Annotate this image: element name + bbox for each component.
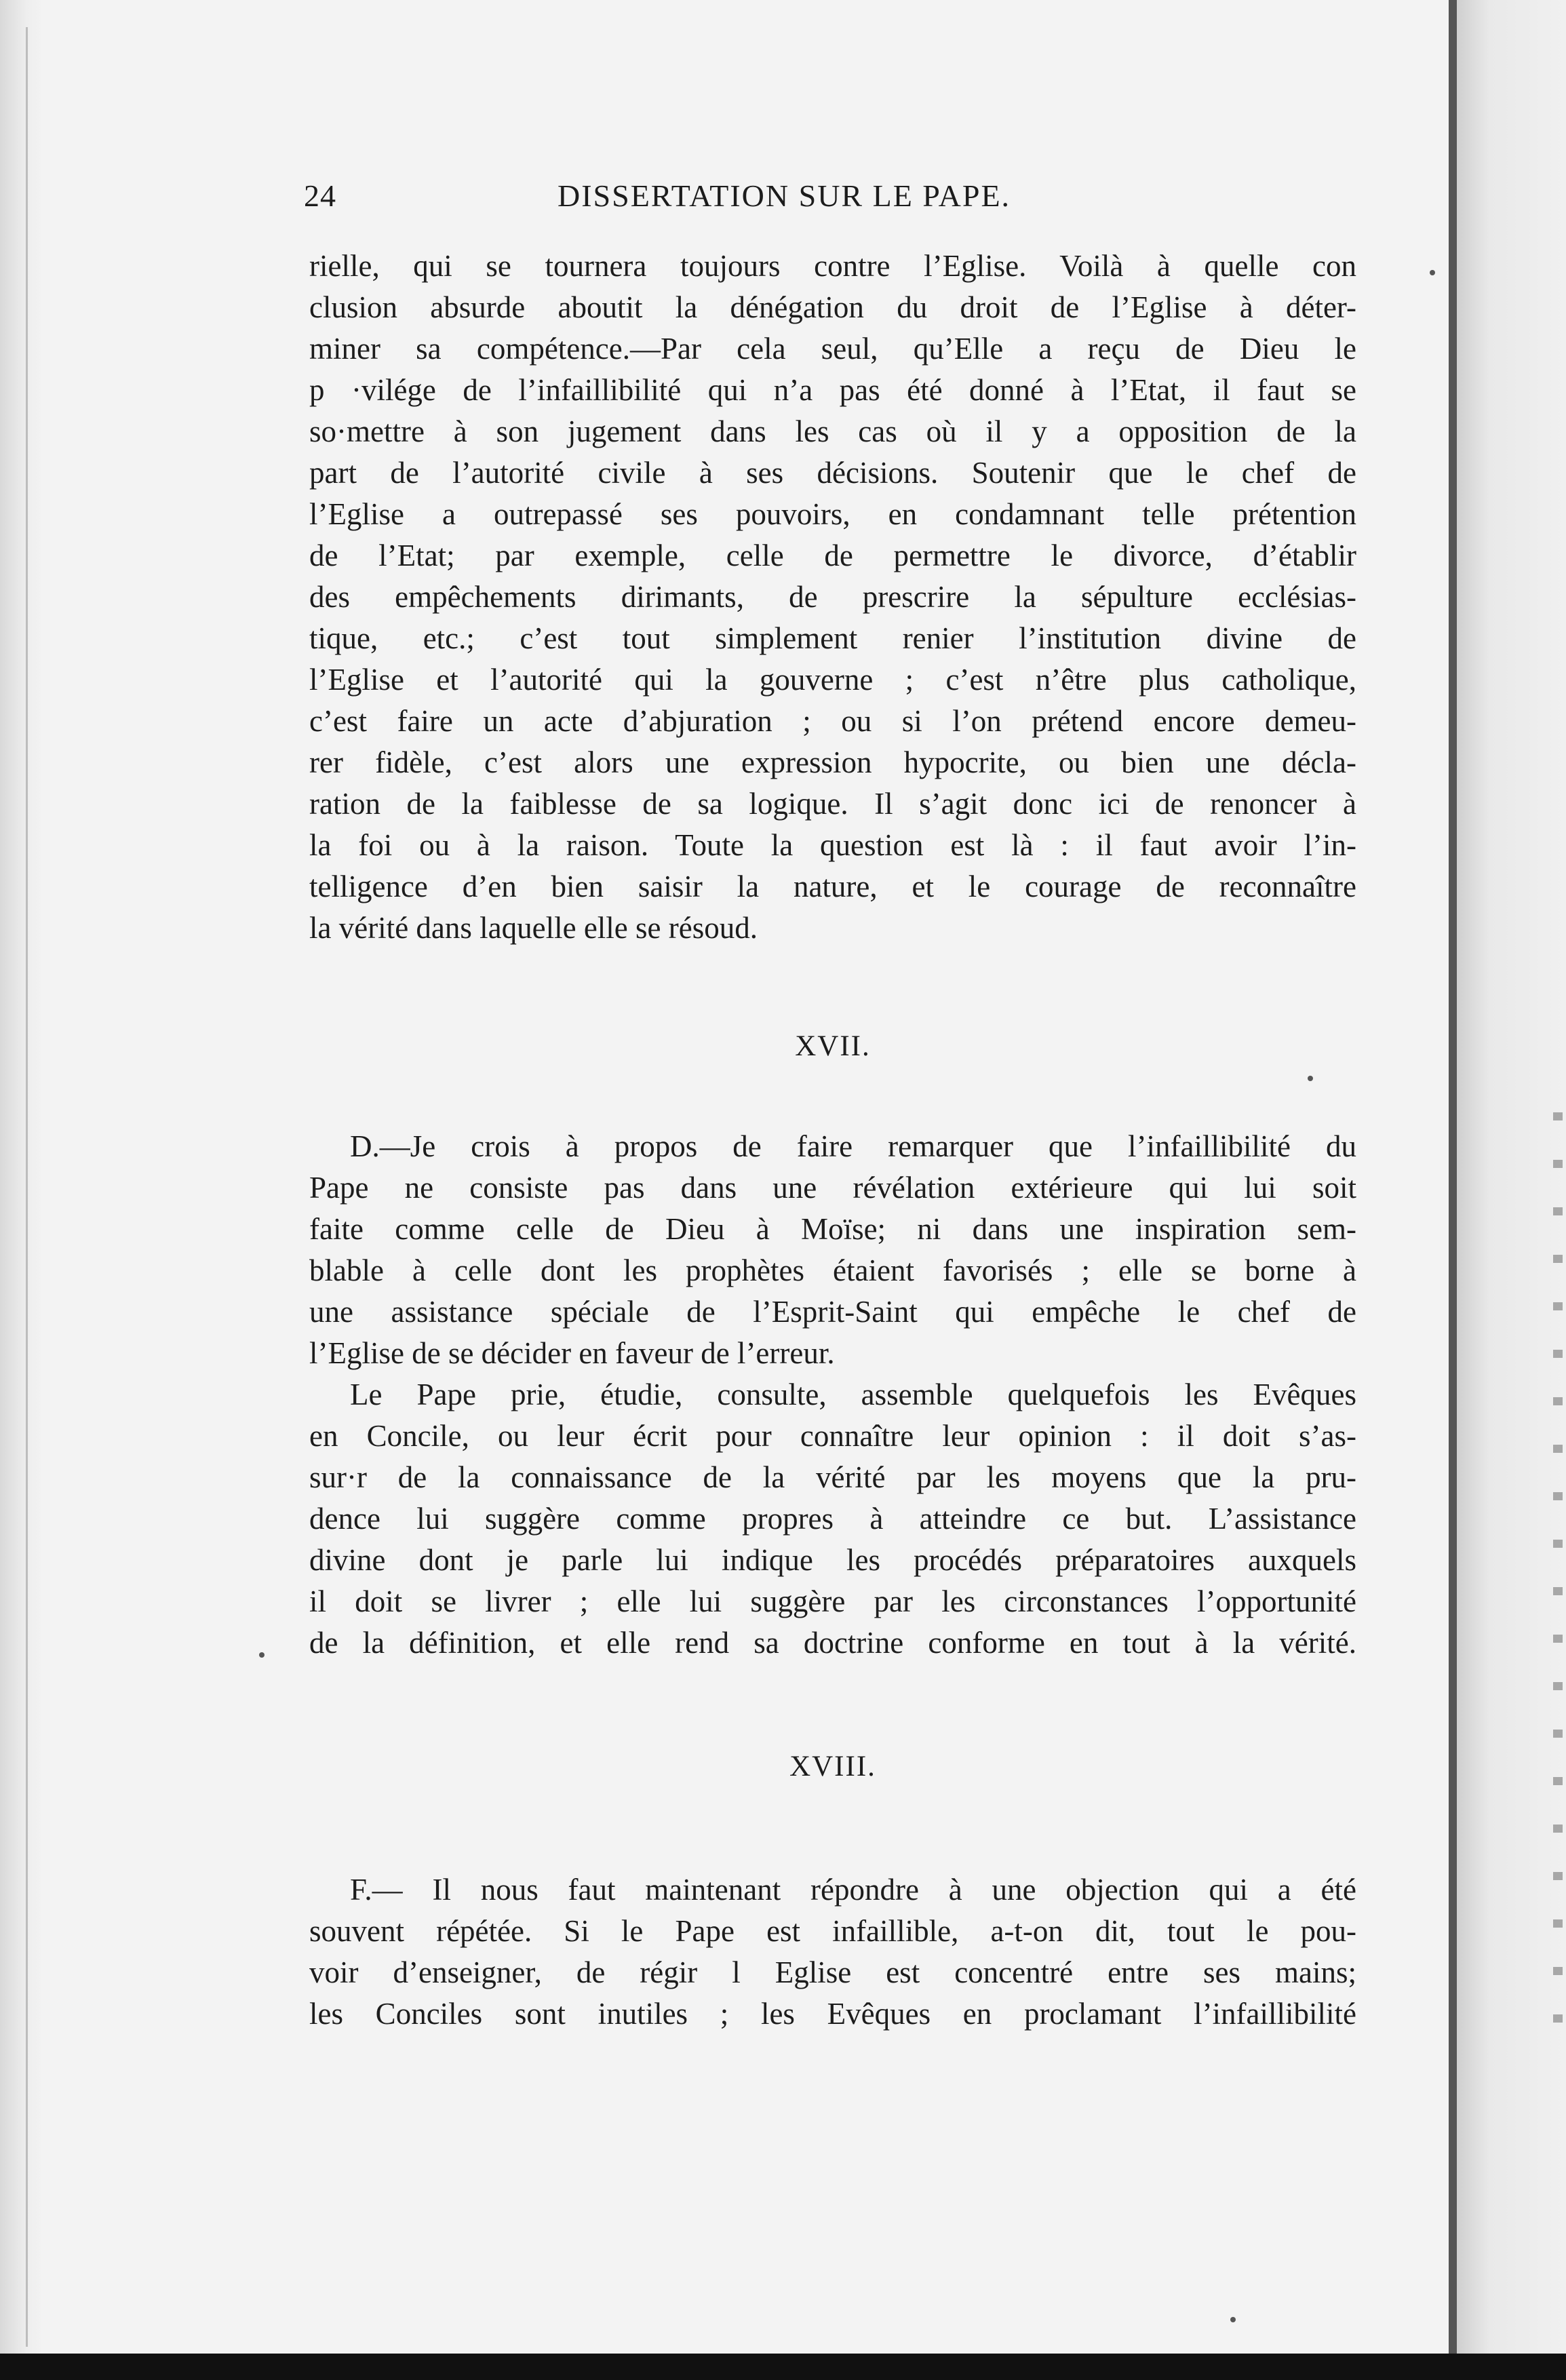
text-line: divine dont je parle lui indique les procédés préparatoires auxquels [309,1543,1356,1577]
section-xviii-text [309,1869,1356,2035]
stray-ink-mark [259,1652,265,1658]
section-number-xvii: XVII. [795,1030,871,1062]
text-line: p ·vilége de l’infaillibilité qui n’a pas été donné à l’Etat, il faut se [309,373,1356,407]
paragraph-continuation [309,246,1356,949]
text-line: Pape ne consiste pas dans une révélation extérieure qui lui soit [309,1171,1356,1205]
text-line: les Conciles sont inutiles ; les Evêques en proclamant l’infaillibilité [309,1997,1356,2031]
text-line: l’Eglise a outrepassé ses pouvoirs, en condamnant telle prétention [309,497,1356,531]
adjacent-page-edge [1457,0,1566,2354]
text-line: de l’Etat; par exemple, celle de permettre le divorce, d’établir [309,539,1356,572]
section-xvii-text [309,1126,1356,1664]
text-line: tique, etc.; c’est tout simplement renier l’institution divine de [309,621,1356,655]
text-line: des empêchements dirimants, de prescrire la sépulture ecclésias- [309,580,1356,614]
text-line: faite comme celle de Dieu à Moïse; ni dans une inspiration sem- [309,1212,1356,1246]
text-line: l’Eglise et l’autorité qui la gouverne ; c’est n’être plus catholique, [309,663,1356,697]
text-line: l’Eglise de se décider en faveur de l’erreur. [309,1336,835,1370]
text-line: sur·r de la connaissance de la vérité par les moyens que la pru- [309,1460,1356,1494]
text-line: rer fidèle, c’est alors une expression hypocrite, ou bien une décla- [309,745,1356,779]
page-header-title: DISSERTATION SUR LE PAPE. [557,178,1011,213]
text-line: D.—Je crois à propos de faire remarquer que l’infaillibilité du [350,1129,1356,1163]
adjacent-page-text-fragments [1553,1085,1563,2035]
text-line: rielle, qui se tournera toujours contre l’Eglise. Voilà à quelle con [309,249,1356,283]
text-line: F.— Il nous faut maintenant répondre à une objection qui a été [350,1873,1356,1907]
text-line: clusion absurde aboutit la dénégation du droit de l’Eglise à déter- [309,290,1356,324]
text-line: souvent répétée. Si le Pape est infaillible, a-t-on dit, tout le pou- [309,1914,1356,1948]
text-line: la vérité dans laquelle elle se résoud. [309,911,758,945]
text-line: telligence d’en bien saisir la nature, et le courage de reconnaître [309,870,1356,903]
text-line: en Concile, ou leur écrit pour connaître leur opinion : il doit s’as- [309,1419,1356,1453]
section-number-xviii: XVIII. [789,1751,876,1782]
text-line: c’est faire un acte d’abjuration ; ou si l’on prétend encore demeu- [309,704,1356,738]
stray-ink-mark [1430,270,1435,275]
text-line: de la définition, et elle rend sa doctrine conforme en tout à la vérité. [309,1626,1356,1660]
page-number: 24 [304,178,336,213]
scan-bottom-band [0,2354,1566,2380]
text-line: so·mettre à son jugement dans les cas où il y a opposition de la [309,414,1356,448]
stray-ink-mark [1308,1076,1313,1081]
text-line: dence lui suggère comme propres à atteindre ce but. L’assistance [309,1502,1356,1536]
binding-gutter [26,27,28,2347]
page-edge-shadow [1449,0,1457,2354]
text-line: blable à celle dont les prophètes étaient favorisés ; elle se borne à [309,1253,1356,1287]
text-line: une assistance spéciale de l’Esprit-Saint qui empêche le chef de [309,1295,1356,1329]
text-line: voir d’enseigner, de régir l Eglise est concentré entre ses mains; [309,1955,1356,1989]
text-line: ration de la faiblesse de sa logique. Il s’agit donc ici de renoncer à [309,787,1356,821]
text-line: part de l’autorité civile à ses décisions. Soutenir que le chef de [309,456,1356,490]
text-line: miner sa compétence.—Par cela seul, qu’Elle a reçu de Dieu le [309,332,1356,366]
running-head [304,178,1369,225]
stray-ink-mark [1230,2317,1236,2322]
text-line: il doit se livrer ; elle lui suggère par les circonstances l’opportunité [309,1584,1356,1618]
text-line: la foi ou à la raison. Toute la question est là : il faut avoir l’in- [309,828,1356,862]
text-line: Le Pape prie, étudie, consulte, assemble quelquefois les Evêques [350,1378,1356,1411]
